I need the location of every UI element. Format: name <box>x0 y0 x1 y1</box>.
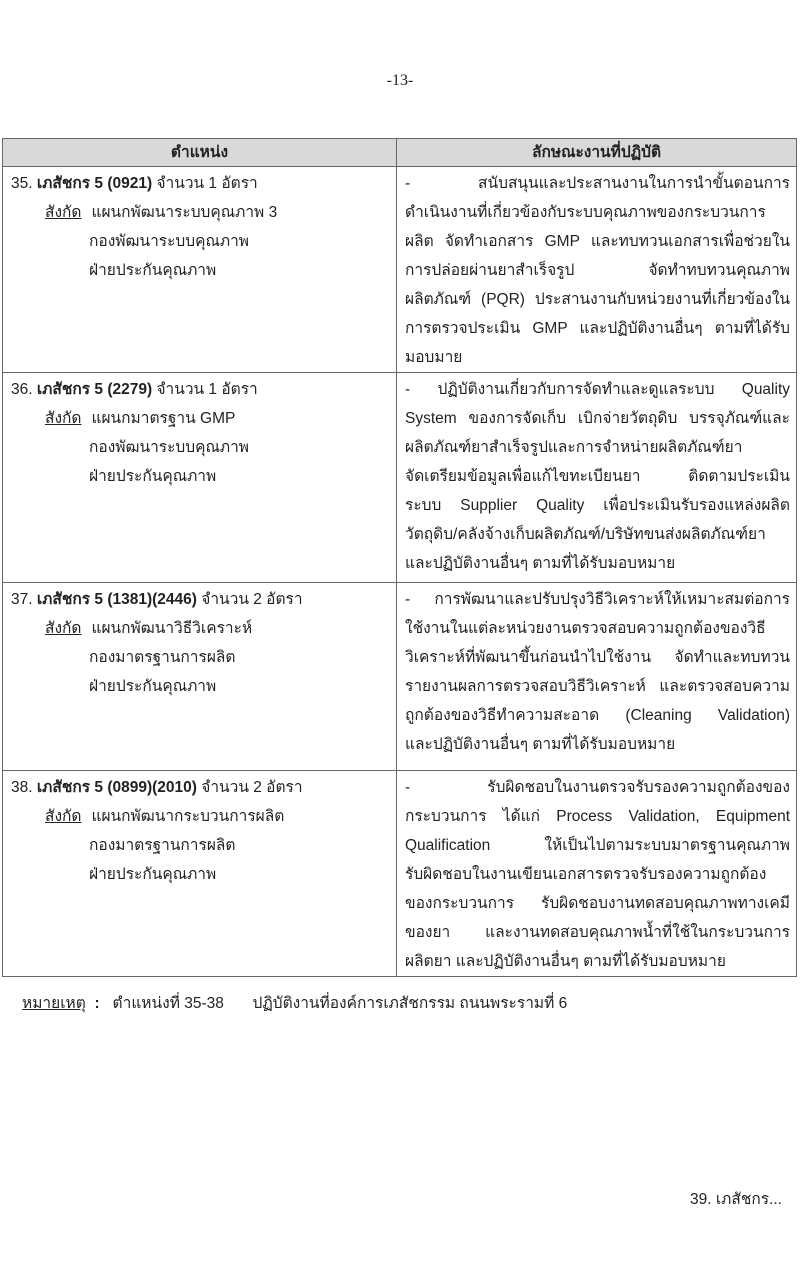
section-name: แผนกพัฒนาระบบคุณภาพ 3 <box>91 204 278 221</box>
duty-line: และปฏิบัติงานอื่นๆ ตามที่ได้รับมอบหมาย <box>405 736 676 753</box>
duty-line: - การพัฒนาและปรับปรุงวิธีวิเคราะห์ให้เหมาะสมต่อการ <box>405 591 790 608</box>
duty-line: กระบวนการ ได้แก่ Process Validation, Equipment <box>405 808 790 825</box>
department-name: ฝ่ายประกันคุณภาพ <box>89 678 217 695</box>
section-name: แผนกพัฒนากระบวนการผลิต <box>91 808 285 825</box>
header-duties: ลักษณะงานที่ปฏิบัติ <box>397 139 797 167</box>
note-positions: ตำแหน่งที่ 35-38 <box>112 995 224 1012</box>
header-position: ตำแหน่ง <box>3 139 397 167</box>
position-number: 35. <box>11 175 33 192</box>
position-title: เภสัชกร 5 (0921) <box>36 175 153 192</box>
duty-line: ผลิตภัณฑ์ (PQR) ประสานงานกับหน่วยงานที่เกี่ยวข้องใน <box>405 291 790 308</box>
duty-line: การปล่อยผ่านยาสำเร็จรูป จัดทำทบทวนคุณภาพ <box>405 262 790 279</box>
affiliation-label: สังกัด <box>45 808 82 825</box>
division-name: กองมาตรฐานการผลิต <box>89 649 236 666</box>
division-name: กองพัฒนาระบบคุณภาพ <box>89 233 249 250</box>
position-cell <box>3 167 397 373</box>
position-count: จำนวน 1 อัตรา <box>156 175 258 192</box>
duty-line: ผลิตภัณฑ์ยาสำเร็จรูปและการจำหน่ายผลิตภัณฑ์ยา <box>405 439 743 456</box>
duties-cell <box>397 771 797 977</box>
position-count: จำนวน 2 อัตรา <box>201 779 303 796</box>
position-title: เภสัชกร 5 (1381)(2446) <box>36 591 197 608</box>
note-label: หมายเหตุ <box>22 995 86 1012</box>
continuation-text: 39. เภสัชกร... <box>690 1191 782 1208</box>
table-header-row <box>3 139 797 167</box>
position-title: เภสัชกร 5 (0899)(2010) <box>36 779 197 796</box>
duty-line: ของกระบวนการ รับผิดชอบงานทดสอบคุณภาพทางเคมี <box>405 895 790 912</box>
footnote <box>22 990 567 1015</box>
division-name: กองพัฒนาระบบคุณภาพ <box>89 439 249 456</box>
section-name: แผนกพัฒนาวิธีวิเคราะห์ <box>91 620 253 637</box>
duty-line: ดำเนินงานที่เกี่ยวข้องกับระบบคุณภาพของกระบวนการ <box>405 204 766 221</box>
duty-line: จัดเตรียมข้อมูลเพื่อแก้ไขทะเบียนยา ติดตามประเมิน <box>405 468 790 485</box>
table-row <box>3 373 797 583</box>
position-number: 37. <box>11 591 33 608</box>
duty-line: - ปฏิบัติงานเกี่ยวกับการจัดทำและดูแลระบบ Quality <box>405 381 790 398</box>
duty-line: และปฏิบัติงานอื่นๆ ตามที่ได้รับมอบหมาย <box>405 555 676 572</box>
duty-line: ผลิต จัดทำเอกสาร GMP และทบทวนเอกสารเพื่อช่วยใน <box>405 233 790 250</box>
positions-table <box>2 138 797 977</box>
duty-line: - รับผิดชอบในงานตรวจรับรองความถูกต้องของ <box>405 779 790 796</box>
table-row <box>3 771 797 977</box>
duty-line: System ของการจัดเก็บ เบิกจ่ายวัตถุดิบ บรรจุภัณฑ์และ <box>405 410 790 427</box>
position-number: 38. <box>11 779 33 796</box>
duty-line: มอบมาย <box>405 349 463 366</box>
duty-line: ผลิตยา และปฏิบัติงานอื่นๆ ตามที่ได้รับมอบหมาย <box>405 953 726 970</box>
duty-line: การตรวจประเมิน GMP และปฏิบัติงานอื่นๆ ตามที่ได้รับ <box>405 320 790 337</box>
position-title: เภสัชกร 5 (2279) <box>36 381 153 398</box>
note-separator: : <box>94 995 100 1012</box>
duty-line: ระบบ Supplier Quality เพื่อประเมินรับรองแหล่งผลิต <box>405 497 790 514</box>
position-count: จำนวน 2 อัตรา <box>201 591 303 608</box>
division-name: กองมาตรฐานการผลิต <box>89 837 236 854</box>
affiliation-label: สังกัด <box>45 620 82 637</box>
duties-cell <box>397 583 797 771</box>
section-name: แผนกมาตรฐาน GMP <box>91 410 236 427</box>
duty-line: รายงานผลการตรวจสอบวิธีวิเคราะห์ และตรวจสอบความ <box>405 678 790 695</box>
duty-line: วิเคราะห์ที่พัฒนาขึ้นก่อนนำไปใช้งาน จัดทำและทบทวน <box>405 649 790 666</box>
position-number: 36. <box>11 381 33 398</box>
duty-line: ถูกต้องของวิธีทำความสะอาด (Cleaning Validation) <box>405 707 790 724</box>
position-cell <box>3 771 397 977</box>
position-count: จำนวน 1 อัตรา <box>156 381 258 398</box>
duty-line: ของยา และงานทดสอบคุณภาพน้ำที่ใช้ในกระบวนการ <box>405 924 790 941</box>
table-row <box>3 167 797 373</box>
affiliation-label: สังกัด <box>45 204 82 221</box>
duties-cell <box>397 373 797 583</box>
table-row <box>3 583 797 771</box>
duty-line: Qualification ให้เป็นไปตามระบบมาตรฐานคุณภาพ <box>405 837 790 854</box>
department-name: ฝ่ายประกันคุณภาพ <box>89 866 217 883</box>
note-text: ปฏิบัติงานที่องค์การเภสัชกรรม ถนนพระรามที่ 6 <box>252 995 568 1012</box>
position-cell <box>3 373 397 583</box>
department-name: ฝ่ายประกันคุณภาพ <box>89 262 217 279</box>
duty-line: ใช้งานในแต่ละหน่วยงานตรวจสอบความถูกต้องของวิธี <box>405 620 766 637</box>
duties-cell <box>397 167 797 373</box>
duty-line: - สนับสนุนและประสานงานในการนำขั้นตอนการ <box>405 175 790 192</box>
affiliation-label: สังกัด <box>45 410 82 427</box>
position-cell <box>3 583 397 771</box>
page-number: -13- <box>386 72 414 89</box>
duty-line: วัตถุดิบ/คลังจ้างเก็บผลิตภัณฑ์/บริษัทขนส่งผลิตภัณฑ์ยา <box>405 526 766 543</box>
department-name: ฝ่ายประกันคุณภาพ <box>89 468 217 485</box>
duty-line: รับผิดชอบในงานเขียนเอกสารตรวจรับรองความถูกต้อง <box>405 866 767 883</box>
